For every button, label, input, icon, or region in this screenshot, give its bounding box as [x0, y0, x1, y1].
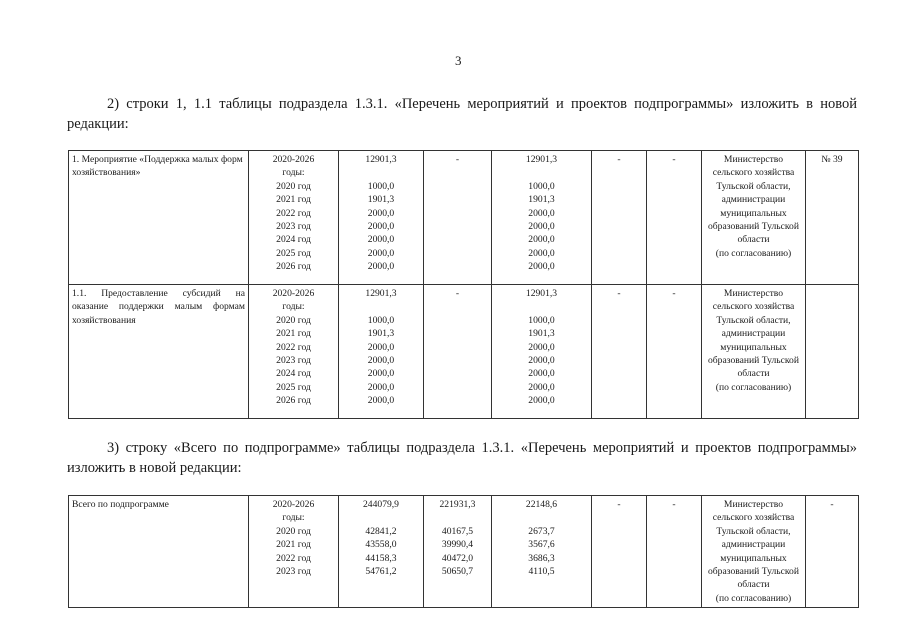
other-funding-cell: - — [647, 496, 702, 608]
reference-cell — [806, 285, 859, 419]
measure-name-cell: 1.1. Предоставление субсидий на оказание поддержки малым формам хозяйствования — [69, 285, 249, 419]
total-name-cell: Всего по подпрограмме — [69, 496, 249, 608]
local-funding-cell: - — [592, 151, 647, 285]
measure-name-cell: 1. Мероприятие «Поддержка малых форм хозяйствования» — [69, 151, 249, 285]
regional-funding-cell: 12901,3 1000,0 1901,3 2000,0 2000,0 2000,0 2000,0 2000,0 — [492, 285, 592, 419]
paragraph-amend-rows — [67, 94, 857, 134]
federal-funding-cell: - — [424, 285, 492, 419]
paragraph-text: 3) строку «Всего по подпрограмме» таблицы подраздела 1.3.1. «Перечень мероприятий и проектов подпрограммы» изложить в новой редакции: — [67, 440, 857, 476]
executor-cell: Министерство сельского хозяйства Тульской области, администрации муниципальных образований Тульской области (по согласованию) — [702, 496, 806, 608]
executor-cell: Министерство сельского хозяйства Тульской области, администрации муниципальных образований Тульской области (по согласованию) — [702, 151, 806, 285]
executor-cell: Министерство сельского хозяйства Тульской области, администрации муниципальных образований Тульской области (по согласованию) — [702, 285, 806, 419]
page-number: 3 — [455, 53, 462, 68]
total-funding-cell: 12901,3 1000,0 1901,3 2000,0 2000,0 2000,0 2000,0 2000,0 — [339, 151, 424, 285]
total-table — [68, 495, 859, 608]
federal-funding-cell: 221931,3 40167,5 39990,4 40472,0 50650,7 — [424, 496, 492, 608]
measures-table — [68, 150, 859, 419]
regional-funding-cell: 12901,3 1000,0 1901,3 2000,0 2000,0 2000,0 2000,0 2000,0 — [492, 151, 592, 285]
years-cell: 2020-2026 годы: 2020 год 2021 год 2022 год 2023 год 2024 год 2025 год 2026 год — [249, 285, 339, 419]
table-row — [69, 151, 859, 285]
reference-cell: - — [806, 496, 859, 608]
other-funding-cell: - — [647, 151, 702, 285]
other-funding-cell: - — [647, 285, 702, 419]
paragraph-text: 2) строки 1, 1.1 таблицы подраздела 1.3.1. «Перечень мероприятий и проектов подпрограммы» изложить в новой редакции: — [67, 96, 857, 132]
years-cell: 2020-2026 годы: 2020 год 2021 год 2022 год 2023 год — [249, 496, 339, 608]
table-row — [69, 285, 859, 419]
total-funding-cell: 12901,3 1000,0 1901,3 2000,0 2000,0 2000,0 2000,0 2000,0 — [339, 285, 424, 419]
total-funding-cell: 244079,9 42841,2 43558,0 44158,3 54761,2 — [339, 496, 424, 608]
regional-funding-cell: 22148,6 2673,7 3567,6 3686,3 4110,5 — [492, 496, 592, 608]
table-row — [69, 496, 859, 608]
reference-cell: № 39 — [806, 151, 859, 285]
local-funding-cell: - — [592, 285, 647, 419]
local-funding-cell: - — [592, 496, 647, 608]
years-cell: 2020-2026 годы: 2020 год 2021 год 2022 год 2023 год 2024 год 2025 год 2026 год — [249, 151, 339, 285]
paragraph-amend-total — [67, 438, 857, 478]
federal-funding-cell: - — [424, 151, 492, 285]
